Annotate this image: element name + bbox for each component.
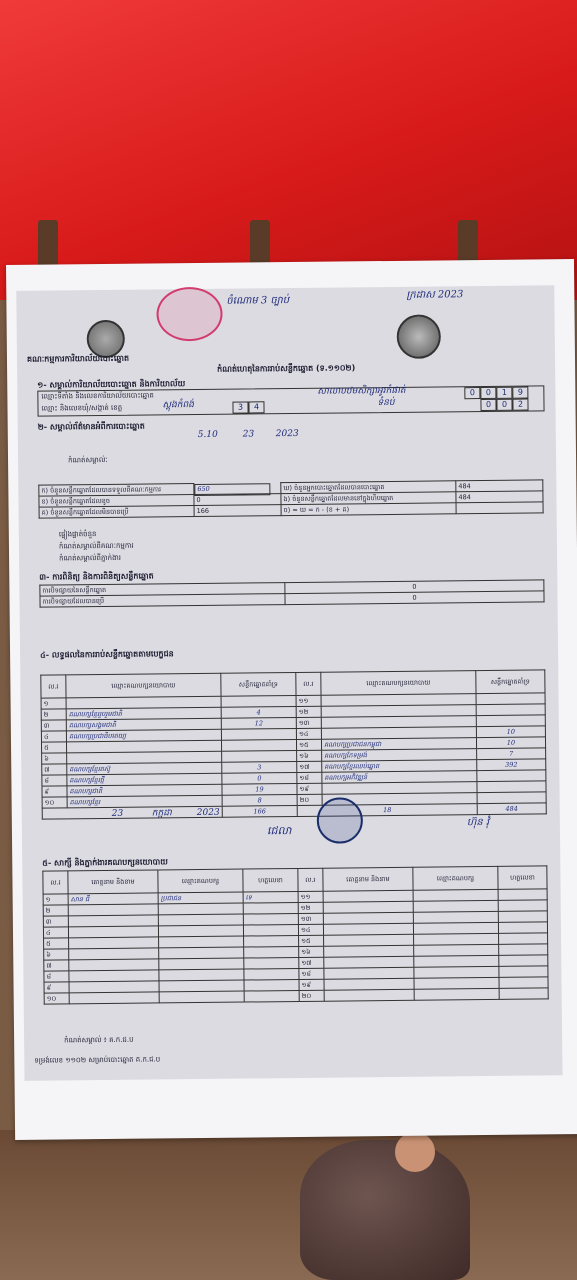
digit-cell: 0 (480, 399, 496, 411)
row-no: ៩ (44, 982, 69, 993)
row-no: ១៧ (297, 761, 322, 772)
handwritten-note-top-right: ក្រដាស 2023 (406, 289, 464, 301)
section2-note-label: កំណត់សម្គាល់ៈ (68, 455, 108, 465)
row-sign (499, 966, 548, 978)
committee-name: គណៈកម្មការការិយាល័យបោះឆ្នោត (26, 353, 130, 364)
section1-row1-label: ឈ្មោះទីតាំង និងលេខការិយាល័យបោះឆ្នោត (41, 391, 154, 401)
row-party-name: គណបក្សអភិវឌ្ឍន៍ (322, 771, 477, 784)
section1-row2-value-b: ទំនប់ (377, 397, 395, 409)
row-no: ១៥ (296, 739, 321, 750)
section2-year: 2023 (275, 428, 299, 440)
handwritten-note-top-left: ចំណោម 3 ច្បាប់ (226, 295, 290, 307)
digit-cell: 0 (496, 399, 512, 411)
col-party: ឈ្មោះគណបក្ស (158, 869, 243, 893)
row-votes (222, 750, 297, 762)
row-value: 0 (285, 591, 544, 605)
footer-line-1: កំណត់សម្គាល់ ៖ គ.ក.ជ.ប (64, 1035, 134, 1045)
digit-cell: 2 (512, 399, 528, 411)
row-party-name: គណបក្សខ្មែរតស៊ូ (67, 762, 222, 775)
total-left: 166 (222, 805, 297, 817)
row-right-label: ង) ចំនួនសន្លឹកឆ្នោតដែលមាននៅក្នុងហិបឆ្នោត (281, 492, 456, 505)
row-party (159, 969, 244, 981)
section4-title: ៤- លទ្ធផលនៃការរាប់សន្លឹកឆ្នោតតាមបេក្ខជន (40, 649, 174, 660)
row-no: ១៤ (296, 728, 321, 739)
row-votes: 8 (222, 794, 297, 806)
row-no: ១៣ (298, 913, 323, 924)
paper-sheet (6, 259, 577, 1140)
section2-note-1: ផ្ទៀងផ្ទាត់ចំនួន (58, 530, 97, 539)
red-plastic-chair (0, 0, 577, 300)
row-no: ១១ (296, 695, 321, 706)
row-sign (244, 957, 299, 969)
row-party-name: គណបក្សកែទម្រង់ (322, 749, 477, 762)
row-no: ៦ (44, 949, 69, 960)
row-label: ខ) ចំនួនសន្លឹកឆ្នោតដែលខូច (39, 495, 194, 508)
row-party (159, 991, 244, 1003)
row-votes (477, 781, 546, 793)
date-month: កក្កដា (151, 808, 172, 819)
row-sign (499, 988, 548, 1000)
row-no: ៥ (41, 742, 66, 753)
row-value: 166 (194, 505, 281, 517)
row-right-value: 484 (456, 480, 543, 492)
row-party (159, 958, 244, 970)
row-sign (244, 968, 299, 980)
row-no: ១៤ (298, 924, 323, 935)
row-party (413, 889, 498, 901)
row-sign (244, 990, 299, 1002)
row-sign (498, 889, 547, 901)
row-sign (498, 922, 547, 934)
signature-left: ជេលា (266, 824, 292, 838)
col-no: ល.រ (41, 675, 66, 698)
row-party (414, 955, 499, 967)
row-name (324, 989, 414, 1001)
date-day: 23 (111, 808, 124, 819)
col-name: គោត្តនាម និងនាម (68, 870, 158, 894)
row-votes (221, 739, 296, 751)
row-no: ១ (43, 894, 68, 905)
footer-line-2: ទម្រង់លេខ ១១០២ សម្រាប់បោះឆ្នោត គ.ក.ជ.ប (34, 1055, 161, 1065)
digit-cell: 3 (232, 401, 248, 413)
row-party (159, 947, 244, 959)
row-sign: ទេ (243, 891, 298, 903)
row-votes: 19 (222, 783, 297, 795)
section2-time: 5.10 (197, 429, 218, 441)
red-stamp-icon (156, 287, 223, 342)
digit-cell: 1 (496, 387, 512, 399)
form-title: កំណត់ហេតុនៃការរាប់សន្លឹកឆ្នោត (ទ.១១០២) (217, 363, 356, 374)
total-label (42, 806, 222, 819)
row-no: ១៩ (299, 979, 324, 990)
row-votes: 4 (221, 706, 296, 718)
row-party (158, 903, 243, 915)
row-party-name: គណបក្សសង្គមជាតិ (66, 718, 221, 731)
row-votes (476, 715, 545, 727)
row-no: ៣ (43, 916, 68, 927)
row-no: ៩ (42, 786, 67, 797)
col-no: ល.រ (298, 868, 323, 891)
row-no: ១៥ (299, 935, 324, 946)
row-no: ១៦ (297, 750, 322, 761)
row-party (414, 933, 499, 945)
digit-cell: 4 (248, 401, 264, 413)
row-party (159, 936, 244, 948)
row-sign (498, 911, 547, 923)
section5-table (42, 865, 548, 1004)
row-party-name: គណបក្សខ្មែរថ្មី (67, 773, 222, 786)
row-value: 0 (194, 494, 281, 506)
section2-table (38, 479, 543, 518)
row-no: ១២ (298, 902, 323, 913)
row-sign (498, 900, 547, 912)
section3-table (39, 579, 544, 607)
row-sign (499, 933, 548, 945)
row-no: ១៩ (297, 783, 322, 794)
row-no: ១៧ (299, 957, 324, 968)
row-sign (244, 979, 299, 991)
row-sign (244, 935, 299, 947)
row-value: 0 (285, 580, 544, 594)
row-party (414, 977, 499, 989)
row-sign (499, 955, 548, 967)
section1-row2-value-a: ស្តុងកំពង់ (162, 400, 194, 411)
row-sign (244, 946, 299, 958)
row-no: ២០ (297, 794, 322, 805)
section3-title: ៣- ការពិនិត្យ និងការពិនិត្យសន្លឹកឆ្នោត (39, 571, 154, 582)
row-no: ១២ (296, 706, 321, 717)
emblem-left-icon (87, 320, 125, 358)
row-votes: 3 (222, 761, 297, 773)
col-name: គោត្តនាម និងនាម (323, 867, 413, 891)
row-party (414, 966, 499, 978)
total-mid: 18 (297, 804, 477, 817)
row-party: ប្រជាជន (158, 892, 243, 904)
row-sign (499, 977, 548, 989)
row-votes (476, 704, 545, 716)
row-party (413, 922, 498, 934)
digit-cell: 0 (464, 387, 480, 399)
row-no: ៤ (43, 927, 68, 938)
row-right-label: ឃ) ចំនួនអ្នកបោះឆ្នោតដែលបានបោះឆ្នោត (281, 481, 456, 494)
row-no: ២០ (299, 990, 324, 1001)
col-sign: ហត្ថលេខា (243, 868, 298, 892)
row-no: ១០ (44, 993, 69, 1004)
row-no: ៥ (44, 938, 69, 949)
digit-cell: 9 (512, 387, 528, 399)
row-sign (499, 944, 548, 956)
shoe (300, 1140, 470, 1280)
signature-right: ហ៊ុន វុំ (466, 816, 490, 829)
row-party (413, 900, 498, 912)
row-votes: 392 (477, 759, 546, 771)
section2-title: ២- សម្គាល់ព័ត៌មានអំពីការបោះឆ្នោត (37, 421, 145, 432)
col-sign: ហត្ថលេខា (498, 866, 547, 890)
row-votes (221, 728, 296, 740)
row-no: ៣ (41, 720, 66, 731)
row-no: ២ (41, 709, 66, 720)
date-year: 2023 (196, 807, 220, 819)
section5-title: ៥- សាក្សី និងភ្នាក់ងារគណបក្សនយោបាយ (42, 857, 168, 868)
row-party-name: គណបក្សខ្មែរ (67, 795, 222, 808)
row-votes: 10 (476, 737, 545, 749)
row-votes (477, 792, 546, 804)
section1-row1-value: សាលាបឋមសិក្សាអូរកំផាត់ (317, 385, 406, 397)
row-no: ៧ (44, 960, 69, 971)
col-party: ឈ្មោះគណបក្ស (413, 866, 498, 890)
row-votes: 0 (222, 772, 297, 784)
row-party (158, 925, 243, 937)
row-party (414, 988, 499, 1000)
col-no: ល.រ (296, 672, 321, 695)
row-no: ១៦ (299, 946, 324, 957)
row-no: ៨ (42, 775, 67, 786)
section4-table (40, 669, 546, 819)
row-no: ១៣ (296, 717, 321, 728)
row-label: គ) ចំនួនសន្លឹកឆ្នោតដែលមិនបានប្រើ (39, 506, 194, 519)
row-value: 650 (194, 483, 270, 496)
section5-body (43, 889, 548, 1004)
row-votes (221, 695, 296, 707)
row-party-name: គណបក្សប្រជាជនកម្ពុជា (321, 738, 476, 751)
row-no: ១១ (298, 891, 323, 902)
row-no: ១៨ (299, 968, 324, 979)
section1-title: ១- សម្គាល់ការិយាល័យបោះឆ្នោត និងការិយាល័យ (37, 379, 186, 390)
row-label: ការបិទផ្សាយនៃសន្លឹកឆ្នោត (40, 583, 285, 597)
section1-row2-label: ឈ្មោះ និងលេខឃុំ/សង្កាត់ ខេត្ត (41, 403, 123, 413)
hand (395, 1132, 435, 1172)
row-party-name: គណបក្សប្រជាធិបតេយ្យ (66, 729, 221, 742)
row-party-name: គណបក្សខ្មែររួបរួមជាតិ (66, 707, 221, 720)
row-party (158, 914, 243, 926)
col-votes: សន្លឹកឆ្នោតគាំទ្រ (221, 672, 296, 696)
row-party-name: គណបក្សជាតិ (67, 784, 222, 797)
section2-note-2: កំណត់សម្គាល់ពីគណៈកម្មការ (58, 541, 134, 551)
row-right-value (456, 502, 543, 514)
election-form (16, 285, 562, 1081)
row-no: ៦ (42, 753, 67, 764)
row-no: ២ (43, 905, 68, 916)
row-party (159, 980, 244, 992)
row-label: ក) ចំនួនសន្លឹកឆ្នោតដែលបានទទួលពីគណៈកម្មការ (39, 484, 194, 497)
row-party (413, 911, 498, 923)
col-votes: សន្លឹកឆ្នោតគាំទ្រ (476, 670, 545, 694)
row-no: ១០ (42, 797, 67, 808)
col-name: ឈ្មោះគណបក្សនយោបាយ (66, 673, 221, 698)
row-sign (243, 913, 298, 925)
col-name: ឈ្មោះគណបក្សនយោបាយ (321, 671, 476, 696)
row-no: ៨ (44, 971, 69, 982)
section2-note-3: កំណត់សម្គាល់ពីភ្នាក់ងារ (59, 553, 121, 563)
row-right-value: 484 (456, 491, 543, 503)
row-votes: 7 (477, 748, 546, 760)
section2-date: 23 (242, 429, 255, 440)
row-no: ៤ (41, 731, 66, 742)
row-label: ការបិទផ្សាយដែលបានប្រើ (40, 594, 285, 608)
ground (0, 1130, 577, 1280)
row-name: សាន ធី (68, 893, 158, 905)
row-no: ១ (41, 698, 66, 709)
row-sign (243, 924, 298, 936)
total-right: 484 (477, 803, 546, 815)
row-votes: 12 (221, 717, 296, 729)
row-votes (477, 770, 546, 782)
col-no: ល.រ (43, 871, 68, 894)
emblem-right-icon (397, 314, 441, 358)
blue-stamp-icon (317, 797, 363, 843)
row-votes (476, 693, 545, 705)
row-sign (243, 902, 298, 914)
digit-cell: 0 (480, 387, 496, 399)
row-party-name: គណបក្សខ្មែរឈប់ឆ្នោត (322, 760, 477, 773)
row-votes: 10 (476, 726, 545, 738)
row-no: ១៨ (297, 772, 322, 783)
row-right-label: ច) = ឃ = ក - (ខ + គ) (281, 503, 456, 516)
row-name (69, 992, 159, 1004)
row-party (414, 944, 499, 956)
section4-body (41, 693, 546, 808)
row-no: ៧ (42, 764, 67, 775)
